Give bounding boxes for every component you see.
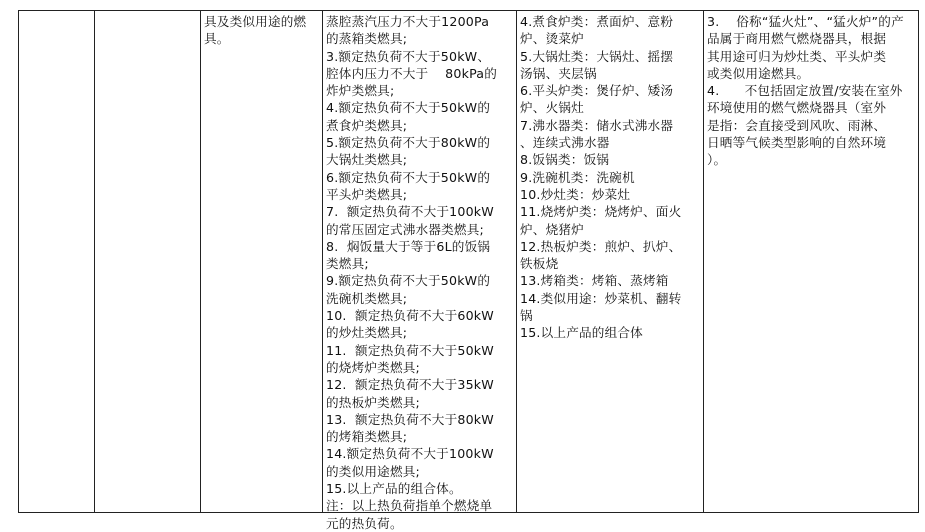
table-cell-product-types xyxy=(520,13,702,342)
cell-line: 10.炒灶类：炒菜灶 xyxy=(520,186,631,202)
cell-line: 8. 焖饭量大于等于6L的饭锅 xyxy=(326,238,491,254)
cell-line: 的热板炉类燃具; xyxy=(326,394,420,410)
cell-line: 汤锅、夹层锅 xyxy=(520,65,597,81)
cell-line: 15.以上产品的组合体 xyxy=(520,325,643,341)
cell-line: 11.烧烤炉类：烧烤炉、面火 xyxy=(520,204,682,220)
table-cell-product-scope xyxy=(204,13,320,48)
cell-line: 或类似用途燃具。 xyxy=(707,65,810,81)
cell-line: 腔体内压力不大于 80kPa的 xyxy=(326,65,498,81)
cell-line: 12. 额定热负荷不大于35kW xyxy=(326,377,494,393)
cell-line: 的蒸箱类燃具; xyxy=(326,31,408,47)
cell-line: 品属于商用燃气燃烧器具，根据 xyxy=(707,31,887,47)
cell-line: 15.以上产品的组合体。 xyxy=(326,481,462,497)
cell-line: 4. 不包括固定放置/安装在室外 xyxy=(707,83,903,99)
cell-line: 13. 额定热负荷不大于80kW xyxy=(326,411,494,427)
cell-line: 4.额定热负荷不大于50kW的 xyxy=(326,100,491,116)
column-border-6 xyxy=(918,10,919,512)
column-border-3 xyxy=(322,10,323,512)
cell-line: 8.饭锅类：饭锅 xyxy=(520,152,610,168)
cell-line: 6.平头炉类：煲仔炉、矮汤 xyxy=(520,83,674,99)
cell-line: 的类似用途燃具; xyxy=(326,463,420,479)
cell-line: 煮食炉类燃具; xyxy=(326,117,408,133)
cell-line: 注：以上热负荷指单个燃烧单 xyxy=(326,498,493,514)
cell-line: 环境使用的燃气燃烧器具（室外 xyxy=(707,100,887,116)
cell-line: 元的热负荷。 xyxy=(326,515,403,531)
cell-line: 的烧烤炉类燃具; xyxy=(326,359,420,375)
table-top-border xyxy=(18,10,919,11)
column-border-4 xyxy=(516,10,517,512)
cell-line: 4.煮食炉类：煮面炉、意粉 xyxy=(520,14,674,29)
cell-line: 7.沸水器类：储水式沸水器 xyxy=(520,117,674,133)
cell-line: 6.额定热负荷不大于50kW的 xyxy=(326,169,491,185)
cell-line: 3.额定热负荷不大于50kW、 xyxy=(326,48,491,64)
cell-line: 大锅灶类燃具; xyxy=(326,152,408,168)
cell-line: 12.热板炉类：煎炉、扒炉、 xyxy=(520,238,682,254)
cell-line: 具。 xyxy=(204,31,230,47)
cell-line: 5.额定热负荷不大于80kW的 xyxy=(326,135,491,151)
cell-line: 3. 俗称“猛火灶”、“猛火炉”的产 xyxy=(707,14,904,29)
cell-line: 的常压固定式沸水器类燃具; xyxy=(326,221,484,237)
cell-line: 5.大锅灶类：大锅灶、摇摆 xyxy=(520,48,674,64)
cell-line: 的烤箱类燃具; xyxy=(326,429,408,445)
cell-line: 炉、烧猪炉 xyxy=(520,221,584,237)
cell-line: 9.洗碗机类：洗碗机 xyxy=(520,169,635,185)
column-border-2 xyxy=(200,10,201,512)
cell-line: 炉、烫菜炉 xyxy=(520,31,584,47)
column-border-1 xyxy=(94,10,95,512)
cell-line: 9.额定热负荷不大于50kW的 xyxy=(326,273,491,289)
cell-line: 13.烤箱类：烤箱、蒸烤箱 xyxy=(520,273,669,289)
cell-line: 、连续式沸水器 xyxy=(520,135,610,151)
column-border-5 xyxy=(703,10,704,512)
cell-line: 铁板烧 xyxy=(520,256,559,272)
cell-line: 7. 额定热负荷不大于100kW xyxy=(326,204,494,220)
cell-line: 是指：会直接受到风吹、雨淋、 xyxy=(707,117,887,133)
cell-line: 14.类似用途：炒菜机、翻转 xyxy=(520,290,682,306)
cell-line: 炉、火锅灶 xyxy=(520,100,584,116)
table-cell-notes xyxy=(707,13,917,169)
cell-line: 平头炉类燃具; xyxy=(326,186,408,202)
column-border-0 xyxy=(18,10,19,512)
cell-line: 10. 额定热负荷不大于60kW xyxy=(326,308,494,324)
cell-line: 其用途可归为炒灶类、平头炉类 xyxy=(707,48,887,64)
cell-line: 日晒等气候类型影响的自然环境 xyxy=(707,135,887,151)
cell-line: 蒸腔蒸汽压力不大于1200Pa xyxy=(326,14,490,29)
cell-line: 的炒灶类燃具; xyxy=(326,325,408,341)
cell-line: 14.额定热负荷不大于100kW xyxy=(326,446,494,462)
cell-line: 11. 额定热负荷不大于50kW xyxy=(326,342,494,358)
cell-line: 炸炉类燃具; xyxy=(326,83,395,99)
table-cell-rated-conditions xyxy=(326,13,516,532)
cell-line: 锅 xyxy=(520,308,533,324)
cell-line: 洗碗机类燃具; xyxy=(326,290,408,306)
cell-line: 类燃具; xyxy=(326,256,369,272)
cell-line: 具及类似用途的燃 xyxy=(204,14,307,29)
cell-line: ）。 xyxy=(707,152,727,168)
